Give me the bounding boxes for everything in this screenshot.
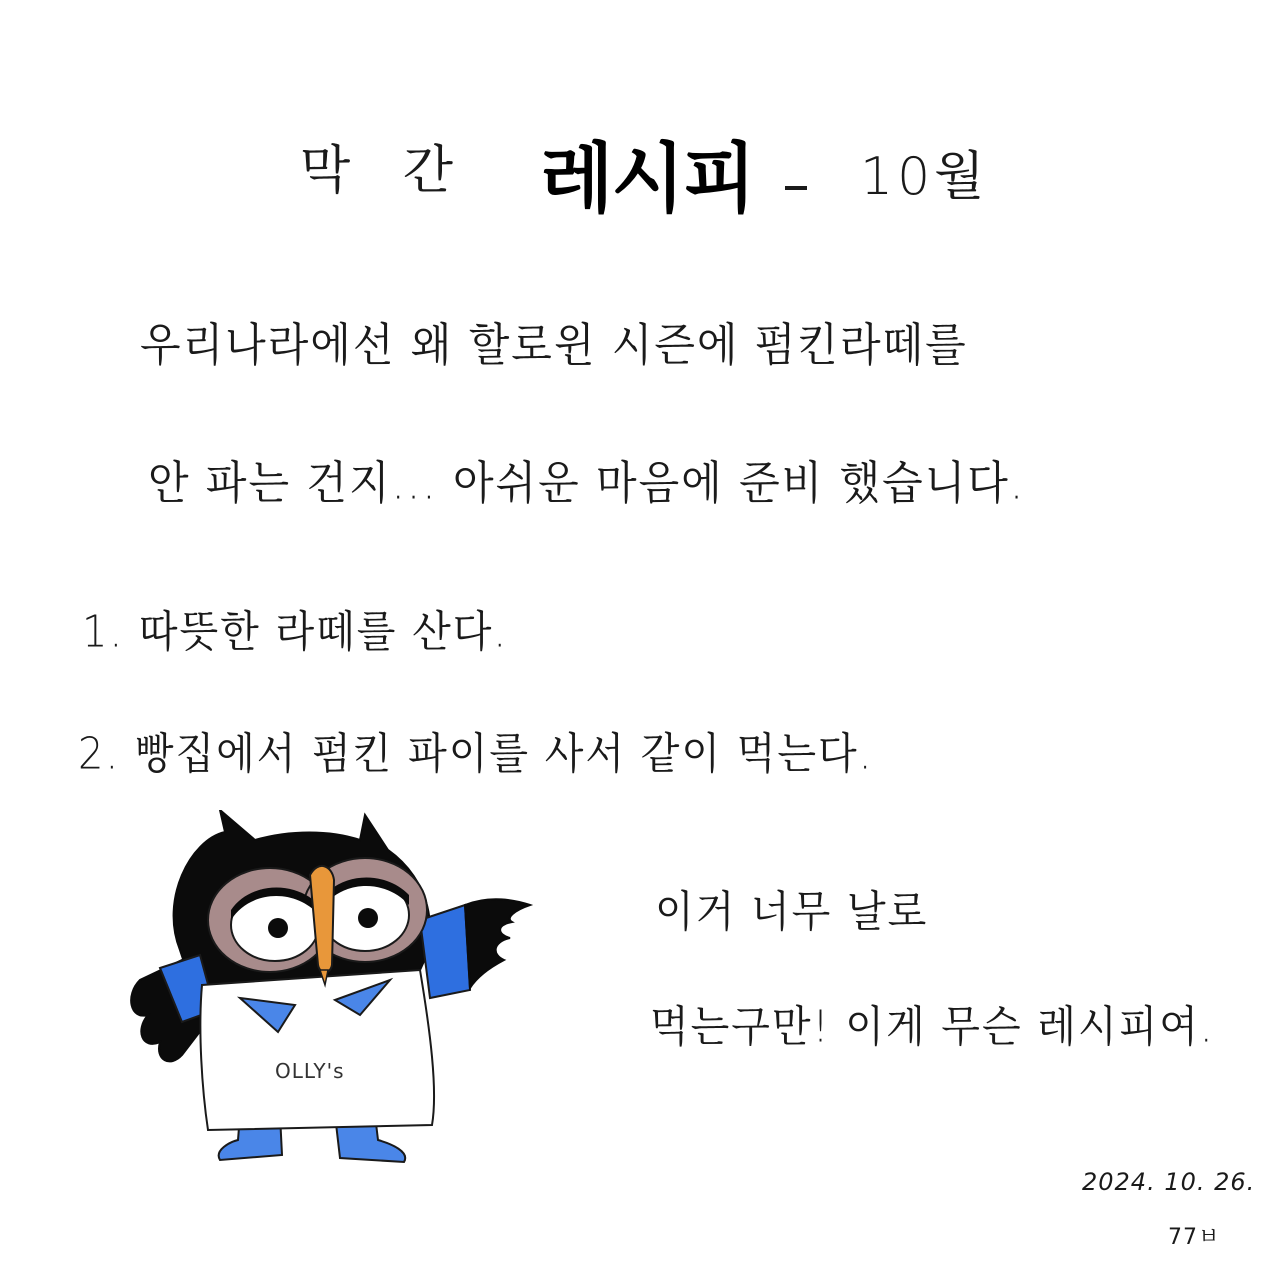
- owl-character-illustration: [120, 810, 540, 1180]
- owl-shirt: [200, 970, 434, 1130]
- title-part2: 레시피: [540, 134, 755, 223]
- owl-right-pupil: [358, 908, 378, 928]
- intro-line-2: 안 파는 건지... 아쉬운 마음에 준비 했습니다.: [148, 456, 1026, 510]
- step-1: 1. 따뜻한 라떼를 산다.: [82, 607, 509, 658]
- signature: 77ㅂ: [1168, 1225, 1221, 1250]
- owl-left-pupil: [268, 918, 288, 938]
- title-part1: 막 간: [300, 141, 471, 201]
- owl-right-wing: [465, 899, 530, 988]
- intro-line-1: 우리나라에선 왜 할로윈 시즌에 펌킨라떼를: [140, 318, 968, 372]
- owl-shirt-text: OLLY's: [275, 1059, 345, 1083]
- comment-line-2: 먹는구만! 이게 무슨 레시피여.: [650, 1002, 1215, 1053]
- owl-right-sleeve: [420, 905, 470, 998]
- title-month: 10월: [860, 147, 989, 207]
- comment-line-1: 이거 너무 날로: [655, 887, 929, 938]
- title-separator: [785, 186, 807, 190]
- date: 2024. 10. 26.: [1082, 1168, 1256, 1196]
- step-2: 2. 빵집에서 펌킨 파이를 사서 같이 먹는다.: [78, 729, 874, 780]
